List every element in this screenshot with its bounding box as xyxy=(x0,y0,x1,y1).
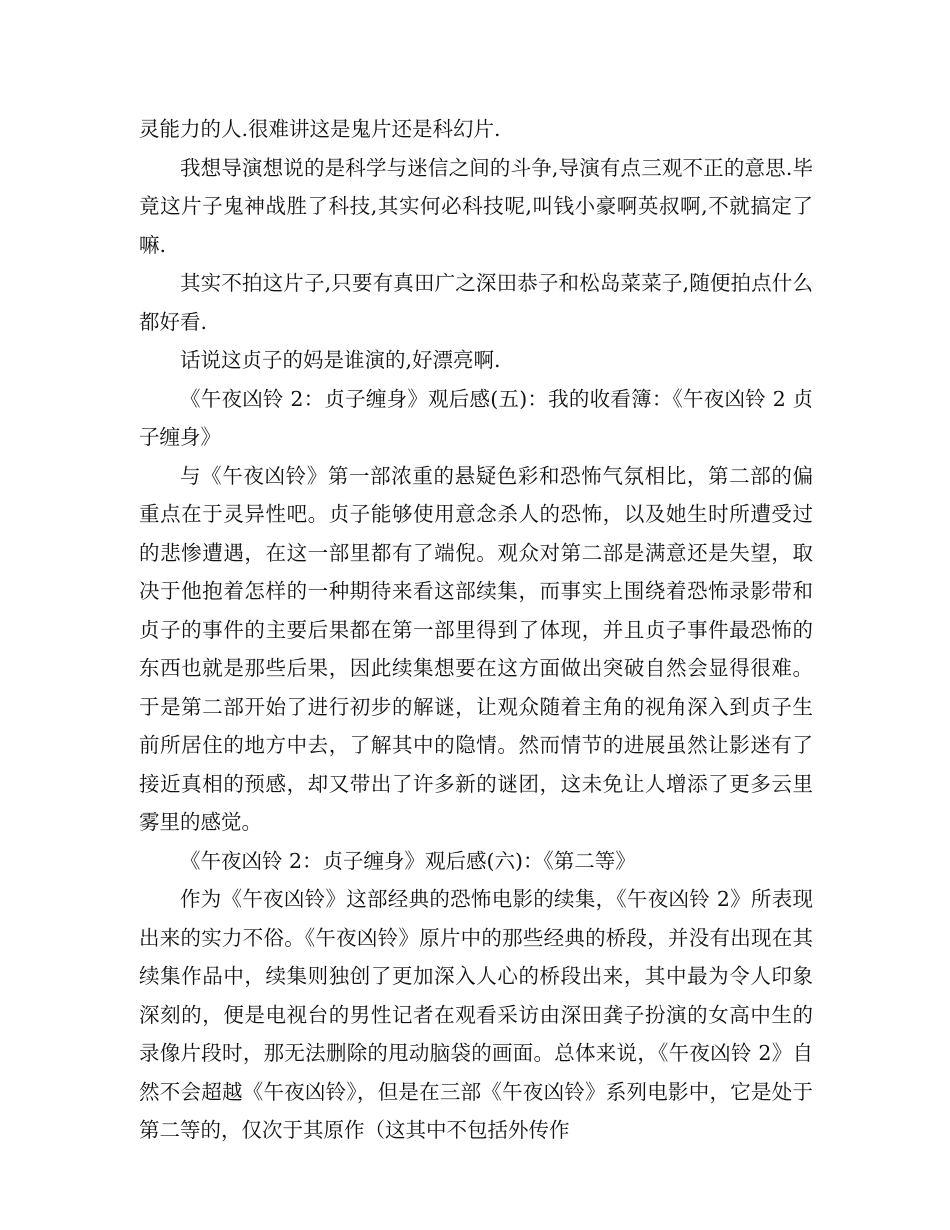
paragraph-review-6-body: 作为《午夜凶铃》这部经典的恐怖电影的续集，《午夜凶铃 2》所表现出来的实力不俗。《午夜凶铃》原片中的那些经典的桥段，并没有出现在其续集作品中，续集则独创了更加深入人心的桥段出来，其中最为令人印象深刻的，便是电视台的男性记者在观看采访由深田龚子扮演的女高中生的录像片段时，那无法删除的甩动脑袋的画面。总体来说，《午夜凶铃 2》自然不会超越《午夜凶铃》，但是在三部《午夜凶铃》系列电影中，它是处于第二等的，仅次于其原作（这其中不包括外传作 xyxy=(139,887,813,1142)
paragraph-review-5-body: 与《午夜凶铃》第一部浓重的悬疑色彩和恐怖气氛相比，第二部的偏重点在于灵异性吧。贞子能够使用意念杀人的恐怖，以及她生时所遭受过的悲惨遭遇，在这一部里都有了端倪。观众对第二部是满意还是失望，取决于他抱着怎样的一种期待来看这部续集，而事实上围绕着恐怖录影带和贞子的事件的主要后果都在第一部里得到了体现，并且贞子事件最恐怖的东西也就是那些后果，因此续集想要在这方面做出突破自然会显得很难。于是第二部开始了进行初步的解谜，让观众随着主角的视角深入到贞子生前所居住的地方中去，了解其中的隐情。然而情节的进展虽然让影迷有了接近真相的预感，却又带出了许多新的谜团，这未免让人增添了更多云里雾里的感觉。 xyxy=(139,463,813,834)
paragraph-director-intent: 我想导演想说的是科学与迷信之间的斗争,导演有点三观不正的意思.毕竟这片子鬼神战胜了科技,其实何必科技呢,叫钱小豪啊英叔啊,不就搞定了嘛. xyxy=(139,155,813,257)
paragraph-cast: 其实不拍这片子,只要有真田广之深田恭子和松岛菜菜子,随便拍点什么都好看. xyxy=(139,271,813,334)
paragraph-mother-actress: 话说这贞子的妈是谁演的,好漂亮啊. xyxy=(180,348,501,372)
section-heading-review-6: 《午夜凶铃 2：贞子缠身》观后感(六)：《第二等》 xyxy=(180,848,636,873)
paragraph-continuation: 灵能力的人.很难讲这是鬼片还是科幻片. xyxy=(139,117,501,141)
section-heading-review-5: 《午夜凶铃 2：贞子缠身》观后感(五)：我的收看簿：《午夜凶铃 2 贞子缠身》 xyxy=(139,386,813,449)
document-body xyxy=(139,110,813,1150)
